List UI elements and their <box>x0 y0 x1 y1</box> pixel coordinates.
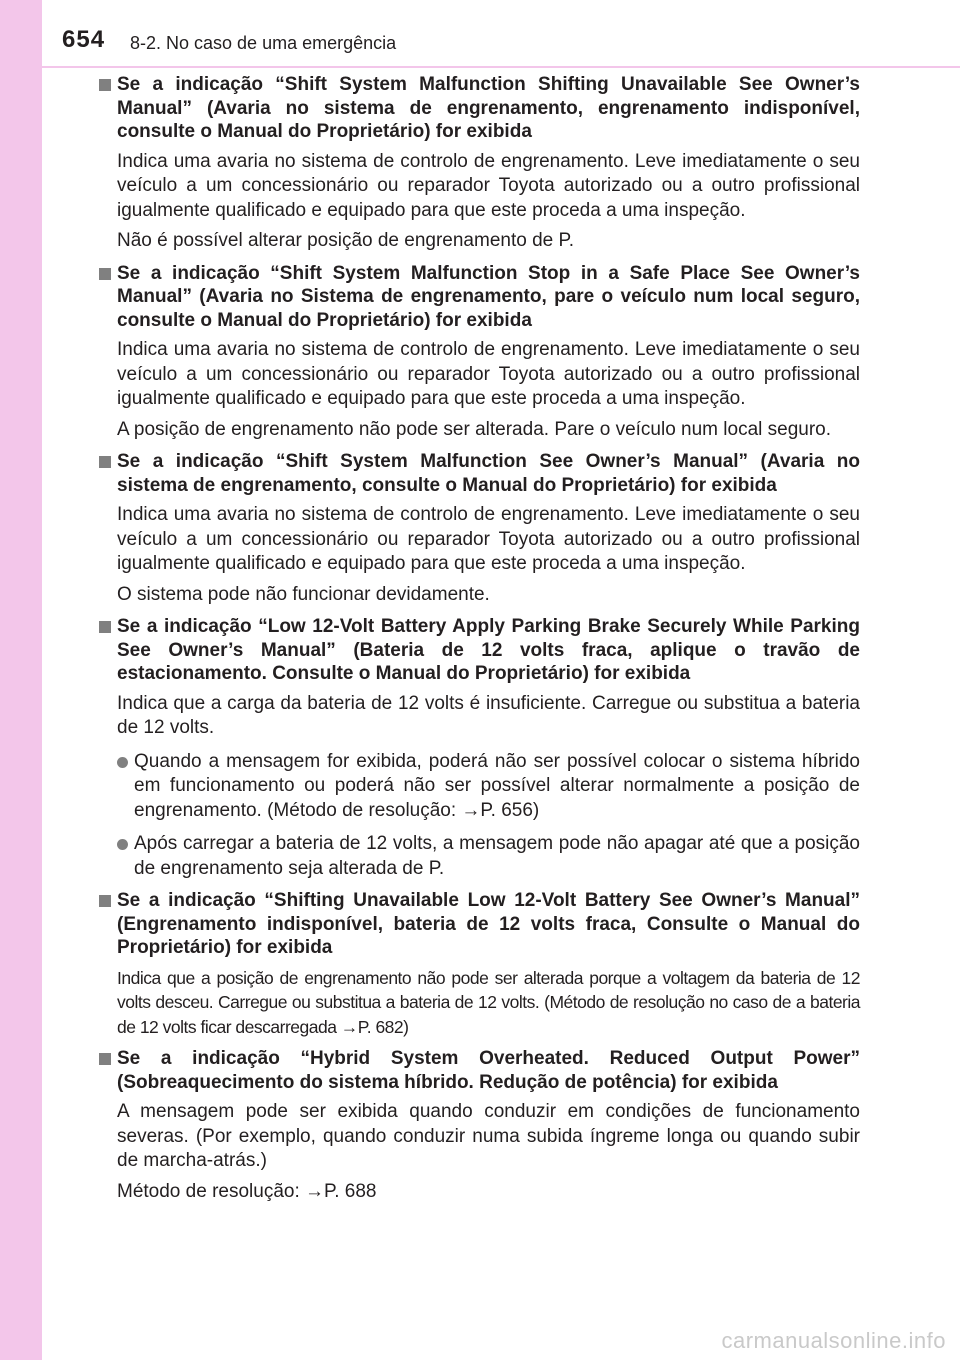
section-shifting-unavailable-low-battery <box>96 889 860 1039</box>
watermark-logo: carmanualsonline.info <box>721 1328 946 1353</box>
page-number: 654 <box>62 26 106 53</box>
section-hybrid-overheated <box>96 1047 860 1204</box>
list-item <box>96 750 860 824</box>
body-paragraph: A posição de engrenamento não pode ser alterada. Pare o veículo num local seguro. <box>117 418 832 440</box>
section-heading-text: Se a indicação “Low 12-Volt Battery Apply Parking Brake Securely While Parking See Owner’s Manual” (Bateria de 12 volts fraca, aplique o travão de estacionamento. Consulte o Manual do Proprietário) for exibida <box>117 616 860 684</box>
page-header <box>42 0 960 68</box>
section-heading <box>96 73 860 144</box>
square-bullet-icon <box>99 456 111 468</box>
body-paragraph: O sistema pode não funcionar devidamente. <box>117 583 490 605</box>
body-paragraph: Indica uma avaria no sistema de controlo de engrenamento. Leve imediatamente o seu veículo a um concessionário ou reparador Toyota autorizado ou a outro profissional igualmente qualificado e equipado para que este proceda a uma inspeção. <box>117 150 860 221</box>
section-shift-unavailable <box>96 73 860 254</box>
square-bullet-icon <box>99 1053 111 1065</box>
section-heading <box>96 450 860 497</box>
side-color-band <box>0 0 42 1360</box>
list-item-text: Quando a mensagem for exibida, poderá não ser possível colocar o sistema híbrido em funcionamento ou poderá não ser possível alterar normalmente a posição de engrenamento. (Método de resolução: →P. 656) <box>134 750 860 821</box>
circle-bullet-icon <box>117 839 128 850</box>
body-paragraph: Indica que a posição de engrenamento não pode ser alterada porque a voltagem da bateria de 12 volts desceu. Carregue ou substitua a bateria de 12 volts. (Método de resolução no caso de a bateria de 12 volts ficar descarregada →P. 682) <box>117 967 860 1037</box>
body-paragraph: Indica uma avaria no sistema de controlo de engrenamento. Leve imediatamente o seu veículo a um concessionário ou reparador Toyota autorizado ou a outro profissional igualmente qualificado e equipado para que este proceda a uma inspeção. <box>117 339 860 409</box>
section-heading <box>96 1047 860 1094</box>
body-paragraph: Indica uma avaria no sistema de controlo de engrenamento. Leve imediatamente o seu veículo a um concessionário ou reparador Toyota autorizado ou a outro profissional igualmente qualificado e equipado para que este proceda a uma inspeção. <box>117 504 860 574</box>
square-bullet-icon <box>99 621 111 633</box>
section-heading-text: Se a indicação “Shift System Malfunction Stop in a Safe Place See Owner’s Manual” (Avaria no Sistema de engrenamento, pare o veículo num local seguro, consulte o Manual do Proprietário) for exibida <box>117 262 860 331</box>
list-item <box>96 832 860 881</box>
section-heading-text: Se a indicação “Hybrid System Overheated. Reduced Output Power” (Sobreaquecimento do sistema híbrido. Redução de potência) for exibida <box>117 1048 860 1093</box>
section-shift-malfunction <box>96 450 860 607</box>
header-divider <box>42 66 960 68</box>
section-heading <box>96 615 860 686</box>
section-heading-text: Se a indicação “Shifting Unavailable Low 12-Volt Battery See Owner’s Manual” (Engrenamento indisponível, bateria de 12 volts fraca, Consulte o Manual do Proprietário) for exibida <box>117 890 860 958</box>
body-paragraph: A mensagem pode ser exibida quando conduzir em condições de funcionamento severas. (Por exemplo, quando conduzir numa subida íngreme longa ou quando subir de marcha-atrás.) <box>117 1101 860 1171</box>
section-heading-text: Se a indicação “Shift System Malfunction Shifting Unavailable See Owner’s Manual” (Avaria no sistema de engrenamento, engrenamento indisponível, consulte o Manual do Proprietário) for exibida <box>117 74 860 142</box>
body-paragraph: Método de resolução: →P. 688 <box>117 1180 377 1202</box>
page-content <box>96 73 860 1212</box>
list-item-text: Após carregar a bateria de 12 volts, a mensagem pode não apagar até que a posição de engrenamento seja alterada de P. <box>134 833 860 879</box>
section-heading <box>96 889 860 960</box>
body-paragraph: Não é possível alterar posição de engrenamento de P. <box>117 230 575 251</box>
square-bullet-icon <box>99 79 111 91</box>
section-stop-safe-place <box>96 262 860 443</box>
square-bullet-icon <box>99 895 111 907</box>
section-title: 8-2. No caso de uma emergência <box>130 33 397 53</box>
circle-bullet-icon <box>117 757 128 768</box>
square-bullet-icon <box>99 268 111 280</box>
body-paragraph: Indica que a carga da bateria de 12 volts é insuficiente. Carregue ou substitua a bateria de 12 volts. <box>117 692 860 738</box>
section-low-battery-parking <box>96 615 860 881</box>
section-heading <box>96 262 860 333</box>
section-heading-text: Se a indicação “Shift System Malfunction See Owner’s Manual” (Avaria no sistema de engrenamento, consulte o Manual do Proprietário) for exibida <box>117 451 860 496</box>
